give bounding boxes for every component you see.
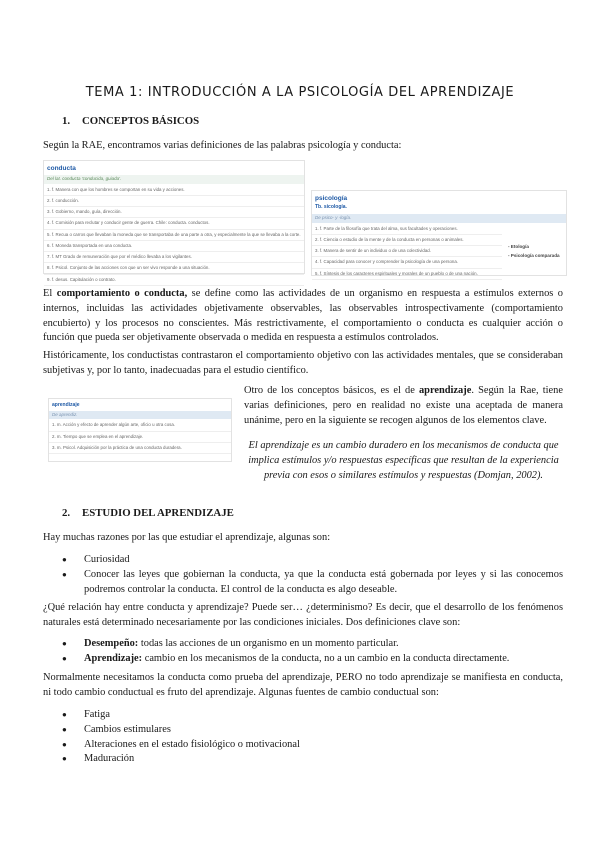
list-item: ● Cambios estimulares [62, 723, 563, 738]
dictionary-entry-row: 3. f. Manera de sentir de un individuo o de una colectividad. [312, 246, 502, 257]
behavior-change-paragraph: Normalmente necesitamos la conducta como prueba del aprendizaje, PERO no todo aprendizaje se manifiesta en conducta, ni todo cambio conductual es fruto del aprendizaje. Algunas fuentes de cambio conductual son: [43, 672, 563, 698]
dictionary-entry-row: 5. f. Síntesis de los caracteres espirituales y morales de un pueblo o de una nación. [312, 269, 502, 280]
p3-bold-term: aprendizaje [418, 385, 472, 396]
dictionary-entry-row: 3. f. Gobierno, mando, guía, dirección. [44, 207, 304, 218]
rae-psicologia-image [311, 190, 567, 276]
def-term: Desempeño: [84, 638, 139, 649]
rae-aprendizaje-headword: aprendizaje [52, 402, 80, 408]
dictionary-entry-row: 9. f. desus. Capitulación o contrato. [44, 275, 304, 286]
section-2-number: 2. [62, 507, 71, 519]
list-item [62, 637, 563, 652]
p1-pre: El [43, 288, 57, 299]
section-2-title: ESTUDIO DEL APRENDIZAJE [82, 507, 234, 519]
dictionary-entry-row: 7. f. MT Grado de remuneración que por el médico llevaba a los vigilantes. [44, 252, 304, 263]
section-1-title: CONCEPTOS BÁSICOS [82, 115, 200, 127]
dictionary-entry-row: 1. f. Parte de la filosofía que trata del alma, sus facultades y operaciones. [312, 224, 502, 235]
list-item: ● Conocer las leyes que gobiernan la conducta, ya que la conducta está gobernada por leyes y si las conocemos podremos controlar la conducta. El control de la conducta es algo deseable. [62, 568, 563, 598]
p1-rest: se define como las actividades de un organismo en respuesta a estímulos externos o internos, incluidas las actividades objetivamente observables, las observables introspectivamente (comportamiento encubierto) y los procesos no conscientes. Más restrictivamente, el comportamiento o conducta es cualquier acción o función que pueda ser objetivamente observada o medida en respuesta a estímulos controlados. [43, 288, 563, 344]
behaviorists-paragraph: Históricamente, los conductistas contrastaron el comportamiento objetivo con las actividades mentales, que se consideraban subjetivas y, por lo tanto, inadecuadas para el estudio científico. [43, 350, 563, 376]
section-2-heading [62, 506, 234, 521]
dictionary-entry-row: 5. f. Recua o carros que llevaban la moneda que se transportaba de una parte a otra, y especialmente la que se llevaba a la corte. [44, 230, 304, 241]
page-title: TEMA 1: INTRODUCCIÓN A LA PSICOLOGÍA DEL APRENDIZAJE [85, 85, 515, 100]
def-text: todas las acciones de un organismo en un momento particular. [138, 638, 399, 649]
list-item: ● Curiosidad [62, 553, 563, 568]
list-item: ● Fatiga [62, 708, 563, 723]
rae-psicologia-headword: psicología [315, 195, 348, 202]
rae-psicologia-etymology: De psico- y -logía. [312, 214, 566, 222]
domjan-quote: El aprendizaje es un cambio duradero en los mecanismos de conducta que implica estímulos y/o respuestas específicas que resultan de la experiencia previa con esos o similares estímulos y respuestas (Domjan, 2002). [248, 440, 559, 481]
dictionary-entry-row: 6. f. Moneda transportada en una conducta. [44, 241, 304, 252]
list-item: ● Alteraciones en el estado fisiológico o motivacional [62, 738, 563, 753]
rae-psicologia-variant: Tb. sicología. [315, 204, 347, 211]
p1-bold-term: comportamiento o conducta, [56, 288, 188, 299]
def-term: Aprendizaje: [84, 652, 143, 664]
rae-conducta-headword: conducta [47, 165, 76, 172]
section-1-heading [62, 114, 199, 129]
p3-pre: Otro de los conceptos básicos, es el de [244, 385, 419, 396]
determinism-paragraph: ¿Qué relación hay entre conducta y aprendizaje? Puede ser… ¿determinismo? Es decir, que el desarrollo de los fenómenos naturales está determinado necesariamente por las condiciones iniciales. Dos definiciones clave son: [43, 602, 563, 628]
rae-aprendizaje-etymology: De aprendiz. [49, 411, 231, 419]
dictionary-entry-row: 3. m. Psicol. Adquisición por la práctica de una conducta duradera. [49, 443, 231, 454]
dictionary-entry-row: 2. m. Tiempo que se emplea en el aprendizaje. [49, 432, 231, 443]
learning-concept-paragraph [244, 384, 563, 428]
intro-paragraph: Según la RAE, encontramos varias definiciones de las palabras psicología y conducta: [43, 140, 402, 151]
list-item: ● Maduración [62, 752, 563, 767]
def-text: cambio en los mecanismos de la conducta, no a un cambio en la conducta directamente. [142, 652, 510, 664]
rae-aprendizaje-image [48, 398, 232, 462]
rae-conducta-etymology: Del lat. conducta 'conducida, guiada'. [44, 175, 304, 183]
rae-note-psicologia-comparada: - Psicología comparada [508, 252, 560, 258]
dictionary-entry-row: 4. f. Capacidad para conocer y comprender la psicología de una persona. [312, 257, 502, 268]
dictionary-entry-row: 1. m. Acción y efecto de aprender algún arte, oficio u otra cosa. [49, 420, 231, 431]
p3-rest: . Según la Rae, tiene varias definiciones, pero en realidad no existe una aceptada de manera unánime, pero en la siguiente se recogen algunos de los elementos clave. [244, 385, 563, 426]
dictionary-entry-row: 8. f. Psicol. Conjunto de las acciones con que un ser vivo responde a una situación. [44, 263, 304, 274]
dictionary-entry-row: 4. f. Comisión para reclutar y conducir gente de guerra. Chile: conducta. conductos. [44, 218, 304, 229]
reasons-list [62, 553, 563, 597]
dictionary-entry-row: 2. f. conducción. [44, 196, 304, 207]
behavior-definition-paragraph [43, 287, 563, 346]
rae-note-etologia: - Etología [508, 244, 529, 249]
dictionary-entry-row: 2. f. Ciencia o estudio de la mente y de la conducta en personas o animales. [312, 235, 502, 246]
definitions-list [62, 637, 563, 667]
rae-conducta-image [43, 160, 305, 282]
list-item [62, 652, 563, 667]
dictionary-entry-row: 1. f. Manera con que los hombres se comportan en su vida y acciones. [44, 185, 304, 196]
section-1-number: 1. [62, 115, 71, 127]
reasons-intro: Hay muchas razones por las que estudiar el aprendizaje, algunas son: [43, 532, 331, 543]
sources-list [62, 708, 563, 767]
